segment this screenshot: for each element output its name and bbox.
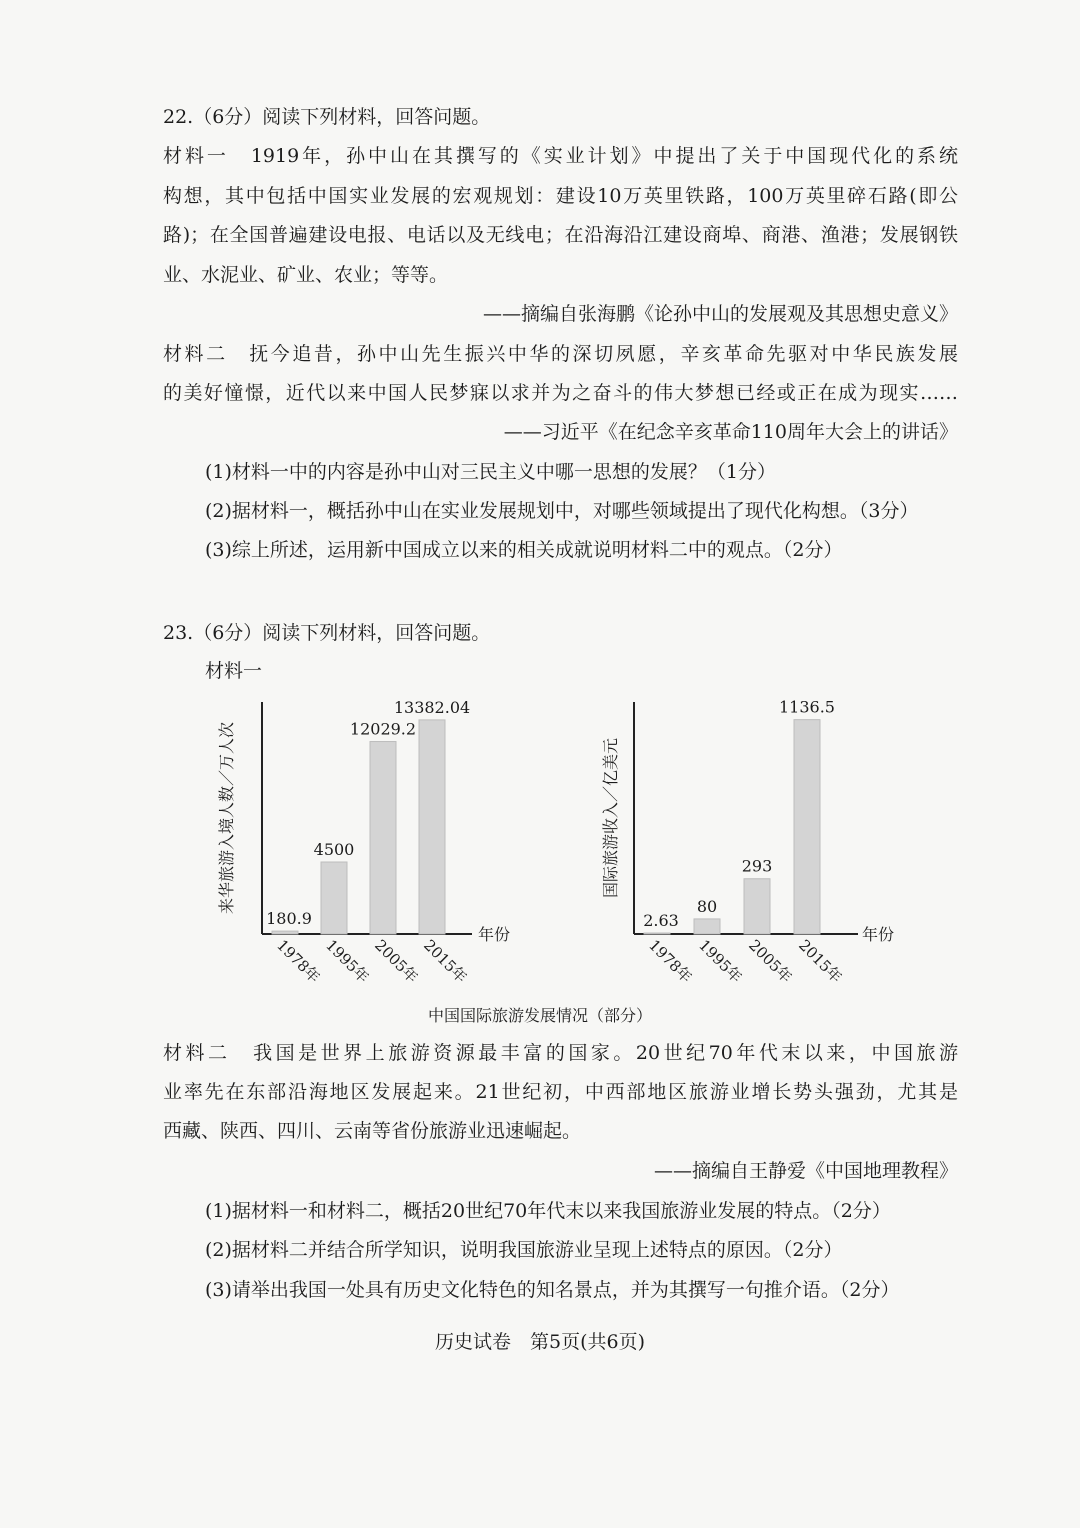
x-tick-label: 2015年 [795,936,846,987]
bar [419,720,445,934]
q23-question-1: (1)据材料一和材料二，概括20世纪70年代末以来我国旅游业发展的特点。（2分） [205,1200,891,1222]
q22-question-1: (1)材料一中的内容是孙中山对三民主义中哪一思想的发展？（1分） [205,461,777,483]
q22-material1-line: 构想，其中包括中国实业发展的宏观规划：建设10万英里铁路，100万英里碎石路(即公 [163,185,958,207]
q22-material2-line: 的美好憧憬，近代以来中国人民梦寐以求并为之奋斗的伟大梦想已经或正在成为现实…… [163,382,958,404]
data-label: 1136.5 [779,697,835,717]
x-axis-label: 年份 [862,925,895,944]
q23-material2-line: 西藏、陕西、四川、云南等省份旅游业迅速崛起。 [163,1120,582,1142]
bar [321,862,347,934]
chart-caption: 中国国际旅游发展情况（部分） [427,1006,652,1025]
data-label: 2.63 [643,911,679,930]
q22-title: 22.（6分）阅读下列材料，回答问题。 [163,106,491,128]
q22-question-2: (2)据材料一，概括孙中山在实业发展规划中，对哪些领域提出了现代化构想。（3分） [205,500,919,522]
q23-question-2: (2)据材料二并结合所学知识，说明我国旅游业呈现上述特点的原因。（2分） [205,1239,843,1261]
bar [272,931,298,934]
q22-material2-source: ——习近平《在纪念辛亥革命110周年大会上的讲话》 [503,421,958,443]
data-label: 4500 [313,840,355,859]
q23-material1-label: 材料一 [205,660,263,682]
bar [694,919,720,934]
bar [370,742,396,934]
q22-material1-source: ——摘编自张海鹏《论孙中山的发展观及其思想史意义》 [482,303,958,325]
y-axis-label: 来华旅游入境人数／万人次 [217,721,236,915]
data-label: 180.9 [266,909,312,929]
page-footer: 历史试卷 第5页(共6页) [434,1331,645,1353]
x-axis-label: 年份 [478,925,511,944]
q23-title: 23.（6分）阅读下列材料，回答问题。 [163,622,491,644]
data-label: 12029.2 [349,719,417,739]
q23-material2-source: ——摘编自王静爱《中国地理教程》 [653,1160,958,1182]
x-tick-label: 1978年 [273,936,324,987]
bar [744,879,770,934]
q22-material1-line: 路)；在全国普遍建设电报、电话以及无线电；在沿海沿江建设商埠、商港、渔港；发展钢铁 [163,224,958,246]
data-label: 13382.04 [393,697,471,717]
q23-question-3: (3)请举出我国一处具有历史文化特色的知名景点，并为其撰写一句推介语。（2分） [205,1279,900,1301]
bar [794,720,820,934]
q23-material2-line: 材料二 我国是世界上旅游资源最丰富的国家。20世纪70年代末以来，中国旅游 [163,1042,958,1064]
q22-question-3: (3)综上所述，运用新中国成立以来的相关成就说明材料二中的观点。（2分） [205,539,843,561]
q22-material1-line: 材料一 1919年，孙中山在其撰写的《实业计划》中提出了关于中国现代化的系统 [163,145,958,167]
x-tick-label: 2005年 [371,936,422,987]
x-tick-label: 2005年 [745,936,796,987]
q23-material2-line: 业率先在东部沿海地区发展起来。21世纪初，中西部地区旅游业增长势头强劲，尤其是 [163,1081,958,1103]
q22-material1-line: 业、水泥业、矿业、农业；等等。 [163,264,449,286]
x-tick-label: 1995年 [695,936,746,987]
x-tick-label: 2015年 [420,936,471,987]
bar [644,933,670,934]
x-tick-label: 1978年 [645,936,696,987]
x-tick-label: 1995年 [322,936,373,987]
y-axis-label: 国际旅游收入／亿美元 [601,737,620,899]
data-label: 293 [741,856,773,876]
q22-material2-line: 材料二 抚今追昔，孙中山先生振兴中华的深切夙愿，辛亥革命先驱对中华民族发展 [163,343,958,365]
data-label: 80 [696,896,718,916]
